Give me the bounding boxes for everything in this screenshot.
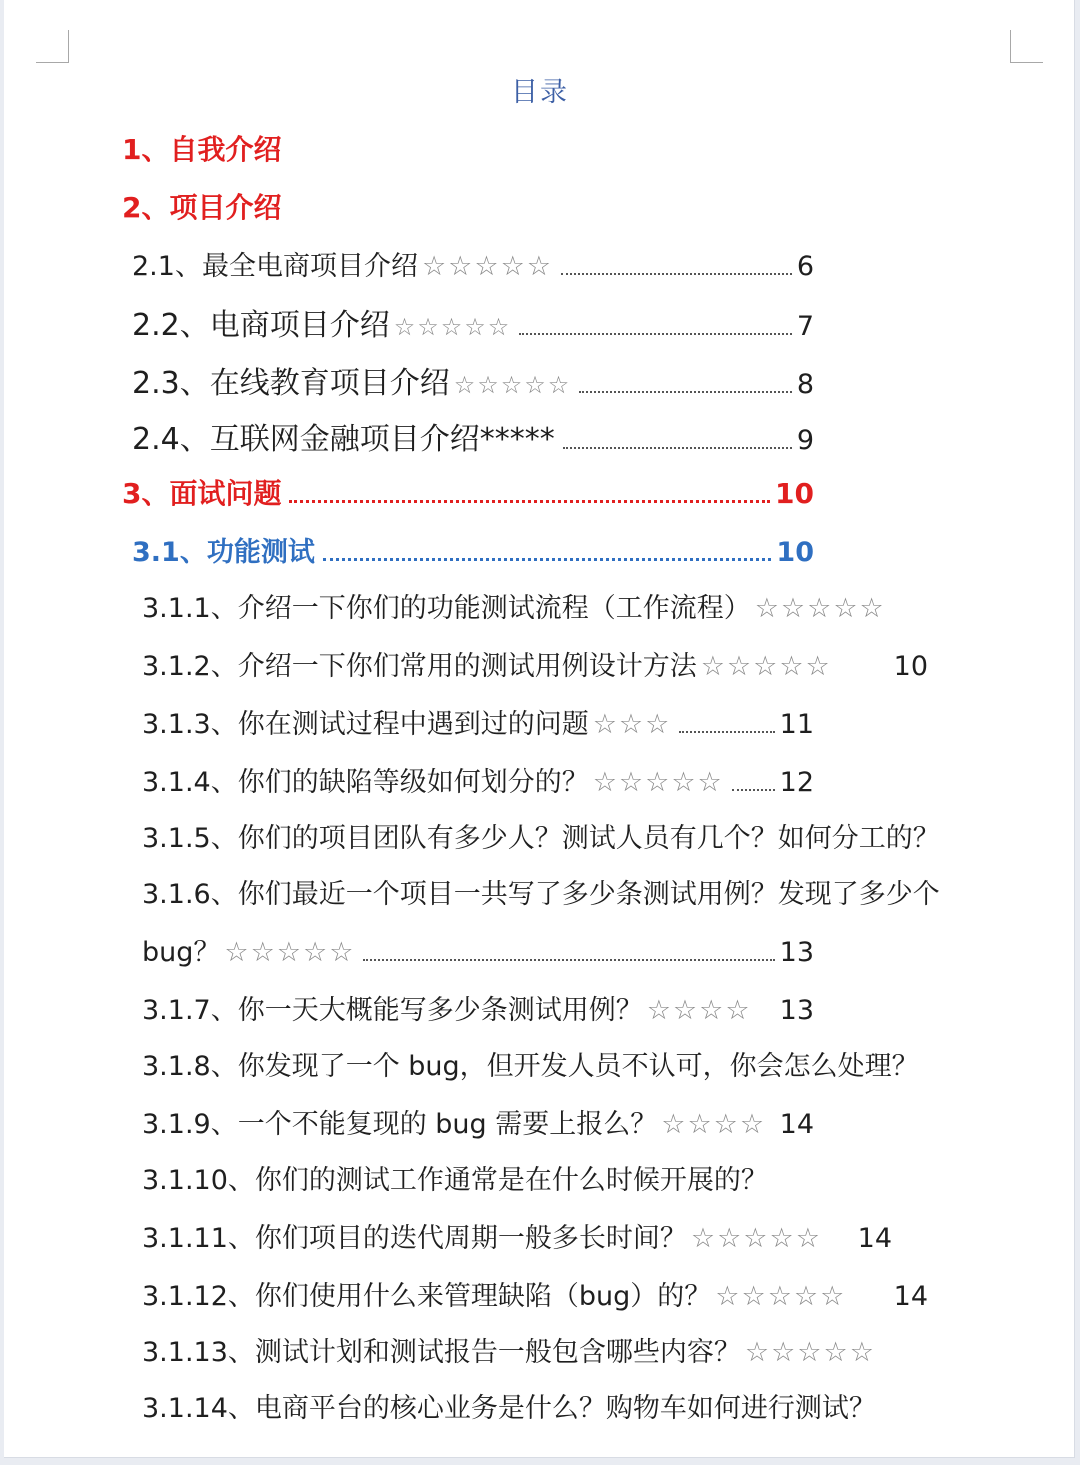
page-number: 11 [779, 709, 814, 740]
page-number: 14 [893, 1281, 928, 1312]
toc-entry-text: 3.1.4、你们的缺陷等级如何划分的？ [142, 767, 589, 798]
margin-corner-mark-top-right [1010, 30, 1043, 63]
star-rating: ☆☆☆☆ [646, 995, 752, 1026]
star-rating: ☆☆☆☆☆ [393, 313, 512, 341]
page-number: 10 [776, 537, 814, 568]
toc-entry-3-1-3[interactable] [142, 702, 814, 741]
page-number: 12 [779, 767, 814, 798]
toc-entry-text: 3.1.1、介绍一下你们的功能测试流程（工作流程） [142, 593, 751, 624]
toc-title: 目录 [511, 77, 569, 108]
toc-entry-text: 1、自我介绍 [122, 133, 282, 166]
toc-entry-text: 3.1.14、电商平台的核心业务是什么？购物车如何进行测试？ [142, 1393, 876, 1424]
toc-entry-3-1-6[interactable] [142, 872, 940, 911]
page-number: 13 [779, 995, 814, 1026]
page-number: 9 [796, 425, 814, 456]
toc-entry-3-1-14[interactable] [142, 1386, 876, 1425]
page-number: 6 [796, 251, 814, 282]
dot-leader [289, 500, 770, 503]
toc-entry-3-1-6-continued[interactable] [142, 930, 814, 969]
toc-entry-2-3[interactable] [132, 358, 814, 402]
dot-leader [323, 558, 772, 561]
dot-leader [679, 731, 774, 733]
star-rating: ☆☆☆☆☆ [715, 1281, 847, 1312]
toc-entry-text: 3.1.10、你们的测试工作通常是在什么时候开展的？ [142, 1165, 768, 1196]
toc-entry-3-1-12[interactable] [142, 1274, 928, 1313]
star-rating: ☆☆☆☆☆ [690, 1223, 822, 1254]
toc-entry-text: 3.1.5、你们的项目团队有多少人？测试人员有几个？如何分工的？ [142, 823, 940, 854]
star-rating: ☆☆☆☆☆ [754, 593, 886, 624]
toc-entry-3-1-4[interactable] [142, 760, 814, 799]
toc-entry-project-intro[interactable] [122, 186, 281, 226]
toc-entry-text: 2.1、最全电商项目介绍 [132, 251, 418, 282]
star-rating: ☆☆☆☆ [661, 1109, 767, 1140]
dot-leader [561, 273, 792, 275]
toc-entry-3-1-13[interactable] [142, 1330, 876, 1369]
toc-entry-text: 3.1.7、你一天大概能写多少条测试用例？ [142, 995, 643, 1026]
toc-entry-text: 3.1.11、你们项目的迭代周期一般多长时间？ [142, 1223, 687, 1254]
toc-entry-interview-questions[interactable] [122, 472, 814, 512]
toc-entry-text: 2.3、在线教育项目介绍 [132, 366, 450, 401]
star-rating: ☆☆☆☆☆ [592, 767, 724, 798]
star-rating: ☆☆☆☆☆ [744, 1337, 876, 1368]
toc-entry-text: 3.1.8、你发现了一个 bug，但开发人员不认可，你会怎么处理？ [142, 1051, 919, 1082]
toc-entry-text: 2.4、互联网金融项目介绍***** [132, 422, 555, 457]
toc-entry-text: 3.1.3、你在测试过程中遇到过的问题 [142, 709, 589, 740]
page-number: 14 [779, 1109, 814, 1140]
toc-entry-3-1-11[interactable] [142, 1216, 892, 1255]
toc-entry-text: 3.1.12、你们使用什么来管理缺陷（bug）的？ [142, 1281, 712, 1312]
star-rating: ☆☆☆☆☆ [700, 651, 832, 682]
toc-entry-text: 3.1.13、测试计划和测试报告一般包含哪些内容？ [142, 1337, 741, 1368]
dot-leader [519, 333, 792, 335]
page-number: 13 [779, 937, 814, 968]
dot-leader [732, 789, 775, 791]
dot-leader [563, 447, 792, 449]
toc-entry-text: 2.2、电商项目介绍 [132, 308, 390, 343]
toc-entry-text: 3.1.2、介绍一下你们常用的测试用例设计方法 [142, 651, 697, 682]
toc-entry-text: 3.1、功能测试 [132, 537, 315, 568]
toc-entry-3-1-9[interactable] [142, 1102, 814, 1141]
page-number: 10 [893, 651, 928, 682]
toc-entry-3-1-5[interactable] [142, 816, 940, 855]
page-number: 10 [775, 477, 814, 510]
page-number: 8 [796, 369, 814, 400]
toc-entry-text: 3、面试问题 [122, 477, 282, 510]
toc-entry-2-1[interactable] [132, 244, 814, 283]
toc-entry-2-4[interactable] [132, 414, 814, 458]
margin-corner-mark-top-left [36, 30, 69, 63]
toc-entry-self-intro[interactable] [122, 128, 281, 168]
toc-entry-functional-testing[interactable] [132, 530, 814, 569]
toc-entry-3-1-10[interactable] [142, 1158, 768, 1197]
toc-entry-3-1-1[interactable] [142, 586, 886, 625]
toc-entry-3-1-7[interactable] [142, 988, 814, 1027]
toc-entry-text: 3.1.9、一个不能复现的 bug 需要上报么？ [142, 1109, 658, 1140]
star-rating: ☆☆☆ [592, 709, 672, 740]
star-rating: ☆☆☆☆☆ [453, 371, 572, 399]
dot-leader [363, 959, 774, 961]
toc-entry-2-2[interactable] [132, 300, 814, 344]
star-rating: ☆☆☆☆☆ [421, 251, 553, 282]
toc-entry-text: 3.1.6、你们最近一个项目一共写了多少条测试用例？发现了多少个 [142, 879, 940, 910]
page-number: 14 [857, 1223, 892, 1254]
toc-entry-3-1-2[interactable] [142, 644, 928, 683]
dot-leader [579, 391, 792, 393]
star-rating: ☆☆☆☆☆ [224, 937, 356, 968]
toc-entry-text: 2、项目介绍 [122, 191, 282, 224]
page-number: 7 [796, 311, 814, 342]
toc-entry-text-continued: bug？ [142, 937, 221, 968]
toc-entry-3-1-8[interactable] [142, 1044, 919, 1083]
